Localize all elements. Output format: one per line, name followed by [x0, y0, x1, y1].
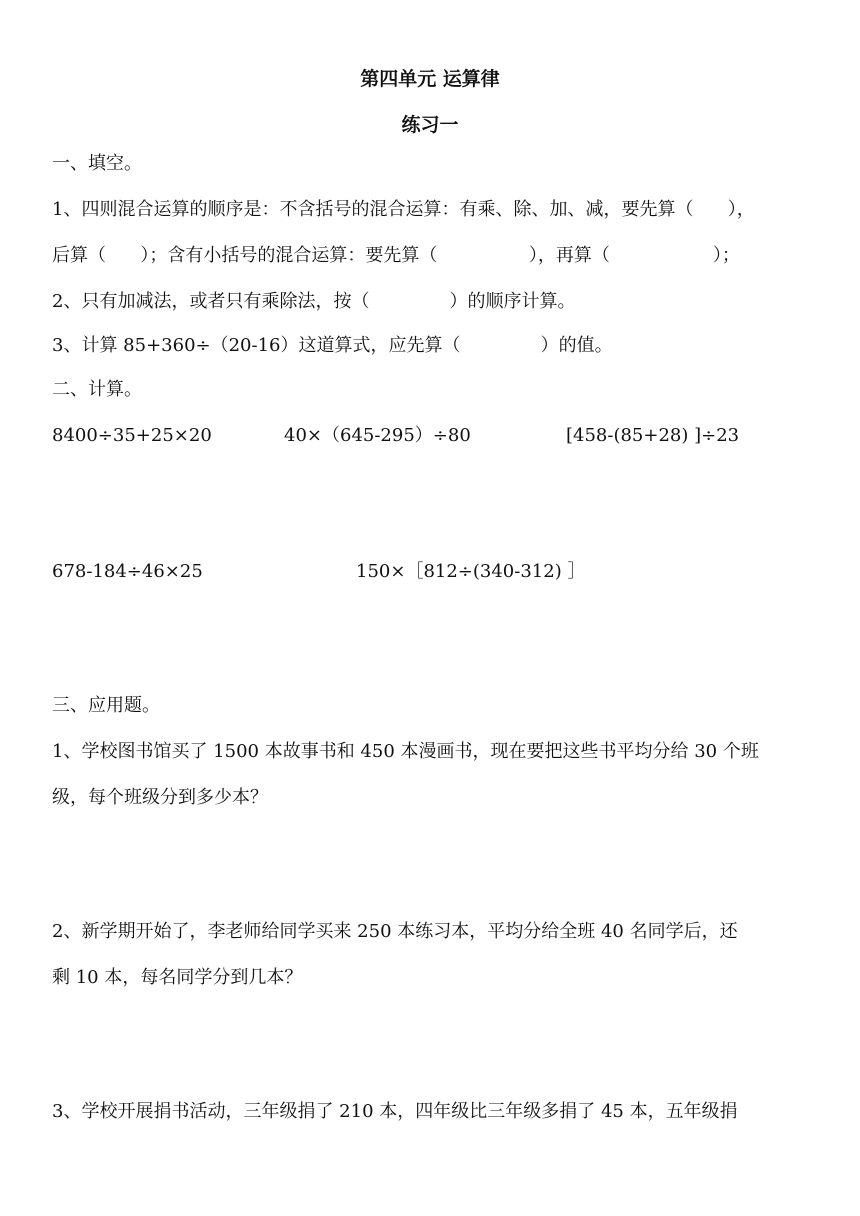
problem-1-line-1: 1、学校图书馆买了 1500 本故事书和 450 本漫画书，现在要把这些书平均分给 30 个班 — [52, 741, 759, 762]
question-3: 3、计算 85+360÷（20-16）这道算式，应先算（ ）的值。 — [52, 335, 613, 356]
problem-2-line-1: 2、新学期开始了，李老师给同学买来 250 本练习本，平均分给全班 40 名同学后，还 — [52, 921, 738, 942]
unit-title: 第四单元 运算律 — [360, 68, 500, 90]
question-1-line-1: 1、四则混合运算的顺序是：不含括号的混合运算：有乘、除、加、减，要先算（ ）， — [52, 199, 755, 220]
calc-expression-4: 678-184÷46×25 — [52, 561, 203, 582]
exercise-title: 练习一 — [401, 114, 459, 136]
calc-expression-3: [458-(85+28) ]÷23 — [566, 425, 740, 446]
calc-expression-1: 8400÷35+25×20 — [52, 425, 212, 446]
problem-3-line-1: 3、学校开展捐书活动，三年级捐了 210 本，四年级比三年级多捐了 45 本，五年级捐 — [52, 1101, 738, 1122]
question-1-line-2: 后算（ ）；含有小括号的混合运算：要先算（ ），再算（ ）； — [52, 245, 740, 266]
calc-expression-2: 40×（645-295）÷80 — [284, 425, 471, 446]
question-2: 2、只有加减法，或者只有乘除法，按（ ）的顺序计算。 — [52, 291, 576, 312]
section-1-heading: 一、填空。 — [52, 153, 142, 174]
calc-expression-5: 150×［812÷(340-312) ］ — [356, 561, 586, 582]
section-3-heading: 三、应用题。 — [52, 695, 160, 716]
problem-2-line-2: 剩 10 本，每名同学分到几本？ — [52, 967, 303, 988]
section-2-heading: 二、计算。 — [52, 379, 142, 400]
problem-1-line-2: 级，每个班级分到多少本？ — [52, 787, 268, 808]
